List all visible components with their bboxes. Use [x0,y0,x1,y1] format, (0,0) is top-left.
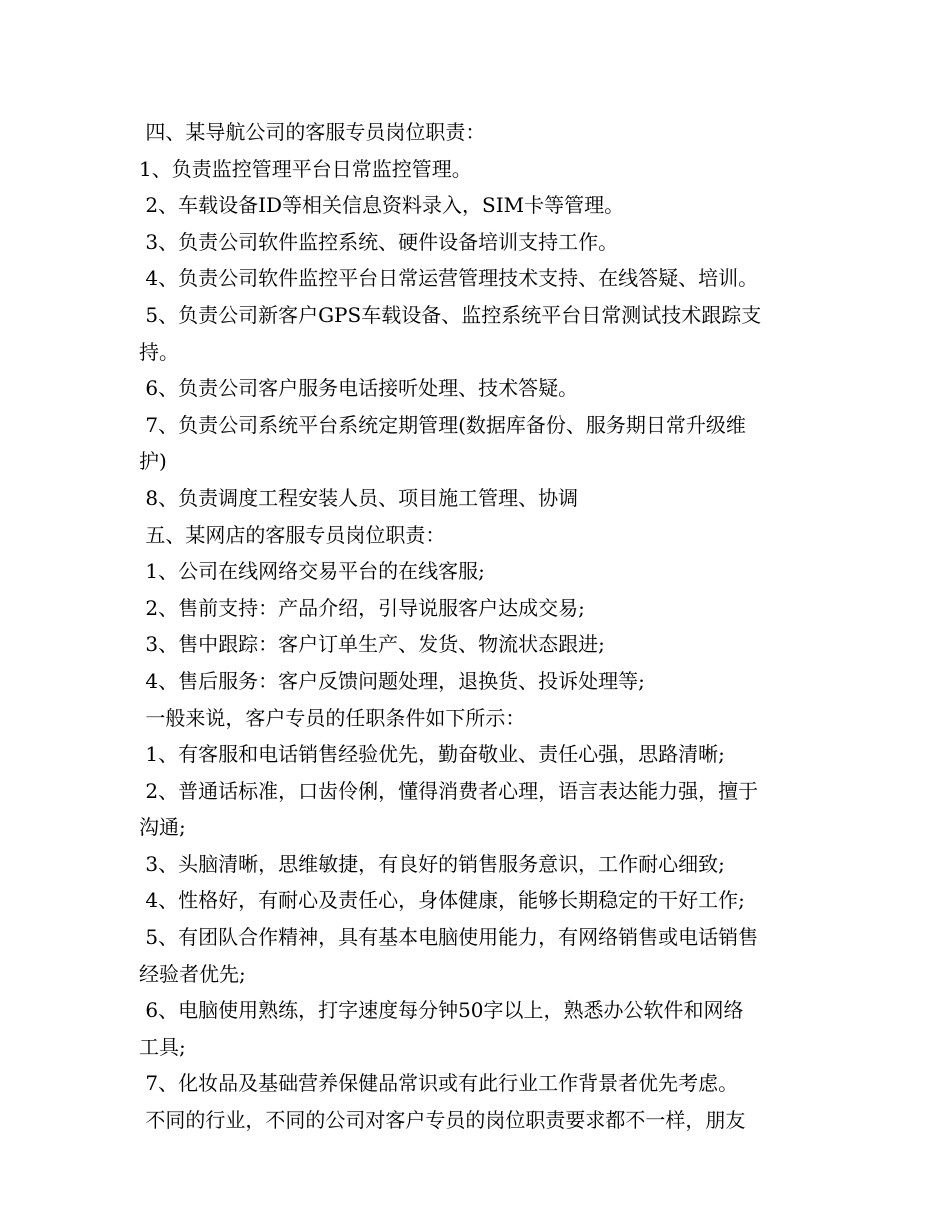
list-item: 4、性格好，有耐心及责任心，身体健康，能够长期稳定的干好工作; [139,888,745,913]
list-item: 6、电脑使用熟练，打字速度每分钟50字以上，熟悉办公软件和网络 [139,998,744,1023]
list-item: 5、负责公司新客户GPS车载设备、监控系统平台日常测试技术跟踪支 [139,302,762,327]
list-item-continuation: 工具; [139,1034,186,1059]
list-item: 4、负责公司软件监控平台日常运营管理技术支持、在线答疑、培训。 [139,266,759,291]
list-item-continuation: 经验者优先; [139,961,246,986]
list-item: 1、有客服和电话销售经验优先，勤奋敬业、责任心强，思路清晰; [139,742,725,767]
list-item-continuation: 持。 [139,339,179,364]
list-item: 3、售中跟踪：客户订单生产、发货、物流状态跟进; [139,632,605,657]
section-heading-navigation-company: 四、某导航公司的客服专员岗位职责： [139,120,486,144]
list-item: 2、售前支持：产品介绍，引导说服客户达成交易; [139,595,585,620]
list-item: 1、公司在线网络交易平台的在线客服; [139,559,485,584]
list-item: 7、负责公司系统平台系统定期管理(数据库备份、服务期日常升级维 [139,412,746,437]
list-item: 3、头脑清晰，思维敏捷，有良好的销售服务意识，工作耐心细致; [139,851,725,876]
list-item: 1、负责监控管理平台日常监控管理。 [139,156,472,181]
list-item: 2、车载设备ID等相关信息资料录入，SIM卡等管理。 [139,193,625,218]
list-item: 4、售后服务：客户反馈问题处理，退换货、投诉处理等; [139,668,645,693]
closing-paragraph: 不同的行业，不同的公司对客户专员的岗位职责要求都不一样，朋友 [139,1108,746,1133]
section-heading-online-store: 五、某网店的客服专员岗位职责： [139,522,446,547]
document-body [139,114,819,1139]
list-item: 8、负责调度工程安装人员、项目施工管理、协调 [139,485,579,510]
list-item-continuation: 沟通; [139,815,186,840]
list-item: 7、化妆品及基础营养保健品常识或有此行业工作背景者优先考虑。 [139,1071,739,1096]
list-item: 6、负责公司客户服务电话接听处理、技术答疑。 [139,376,579,401]
section-heading-requirements: 一般来说，客户专员的任职条件如下所示： [139,705,526,730]
list-item: 3、负责公司软件监控系统、硬件设备培训支持工作。 [139,229,619,254]
list-item: 5、有团队合作精神，具有基本电脑使用能力，有网络销售或电话销售 [139,925,759,950]
list-item-continuation: 护) [139,449,167,474]
list-item: 2、普通话标准，口齿伶俐，懂得消费者心理，语言表达能力强，擅于 [139,778,759,803]
